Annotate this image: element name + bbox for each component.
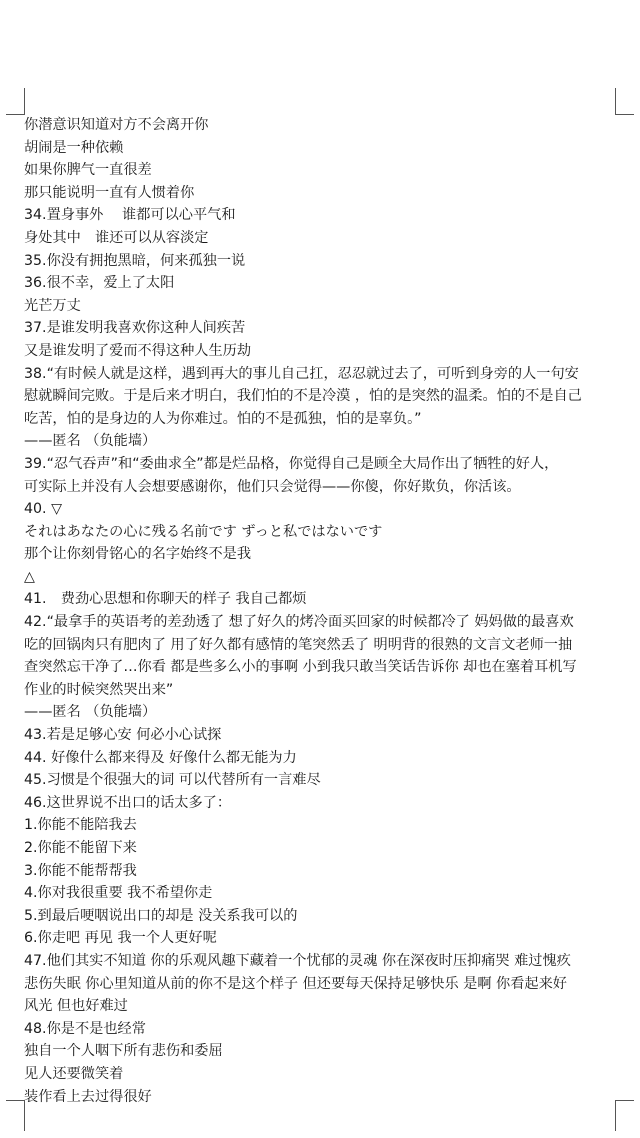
text-line: 5.到最后哽咽说出口的却是 没关系我可以的 bbox=[24, 907, 298, 924]
text-line: 那只能说明一直有人惯着你 bbox=[24, 184, 195, 201]
text-line: 吃苦，怕的是身边的人为你难过。怕的不是孤独，怕的是辜负。” bbox=[24, 410, 422, 427]
text-line: 40. ▽ bbox=[24, 501, 62, 518]
text-line: 独自一个人咽下所有悲伤和委屈 bbox=[24, 1043, 223, 1060]
text-line: 38.“有时候人就是这样，遇到再大的事儿自己扛，忍忍就过去了，可听到身旁的人一句安 bbox=[24, 365, 579, 382]
text-line: 吃的回锅肉只有肥肉了 用了好久都有感情的笔突然丢了 明明背的很熟的文言文老师一抽 bbox=[24, 636, 573, 653]
text-line: △ bbox=[24, 568, 35, 585]
text-line: 如果你脾气一直很差 bbox=[24, 162, 152, 179]
text-line: 39.“忍气吞声”和“委曲求全”都是烂品格，你觉得自己是顾全大局作出了牺牲的好人， bbox=[24, 455, 559, 472]
text-line: 43.若是足够心安 何必小心试探 bbox=[24, 727, 222, 744]
text-line: 46.这世界说不出口的话太多了： bbox=[24, 794, 232, 811]
text-line: 2.你能不能留下来 bbox=[24, 840, 137, 856]
text-line: 光芒万丈 bbox=[24, 297, 81, 314]
page-corner-mark-top-left bbox=[6, 88, 25, 115]
text-line: 4.你对我很重要 我不希望你走 bbox=[24, 885, 213, 902]
text-line: 37.是谁发明我喜欢你这种人间疾苦 bbox=[24, 320, 246, 337]
text-line: 悲伤失眠 你心里知道从前的你不是这个样子 但还要每天保持足够快乐 是啊 你看起来好 bbox=[24, 975, 567, 992]
text-line: 作业的时候突然哭出来” bbox=[24, 681, 174, 698]
text-line: 可实际上并没有人会想要感谢你，他们只会觉得——你傻，你好欺负，你活该。 bbox=[24, 478, 521, 495]
text-line: 6.你走吧 再见 我一个人更好呢 bbox=[24, 930, 217, 947]
text-line: 44. 好像什么都来得及 好像什么都无能为力 bbox=[24, 749, 297, 766]
text-line: 装作看上去过得很好 bbox=[24, 1088, 152, 1105]
text-line: 36.很不幸，爱上了太阳 bbox=[24, 275, 175, 292]
text-line: 你潜意识知道对方不会离开你 bbox=[24, 117, 209, 133]
text-line: 45.习惯是个很强大的词 可以代替所有一言难尽 bbox=[24, 772, 321, 789]
text-line: 3.你能不能帮帮我 bbox=[24, 862, 137, 879]
text-line: ——匿名 （负能墙） bbox=[24, 704, 157, 721]
text-line: 1.你能不能陪我去 bbox=[24, 817, 137, 834]
text-line: 35.你没有拥抱黑暗，何来孤独一说 bbox=[24, 252, 246, 269]
text-line: それはあなたの心に残る名前です ずっと私ではないです bbox=[24, 523, 383, 540]
text-line: ——匿名 （负能墙） bbox=[24, 433, 157, 450]
text-line: 慰就瞬间完败。于是后来才明白，我们怕的不是冷漠 ，怕的是突然的温柔。怕的不是自己 bbox=[24, 388, 582, 405]
text-line: 查突然忘干净了…你看 都是些多么小的事啊 小到我只敢当笑话告诉你 却也在塞着耳机写 bbox=[24, 659, 577, 676]
text-line: 身处其中 谁还可以从容淡定 bbox=[24, 229, 209, 246]
text-line: 风光 但也好难过 bbox=[24, 998, 128, 1015]
text-line: 48.你是不是也经常 bbox=[24, 1020, 146, 1037]
text-line: 又是谁发明了爱而不得这种人生历劫 bbox=[24, 342, 252, 359]
text-line: 见人还要微笑着 bbox=[24, 1065, 124, 1082]
page-corner-mark-top-right bbox=[615, 88, 634, 115]
text-line: 47.他们其实不知道 你的乐观风趣下藏着一个忧郁的灵魂 你在深夜时压抑痛哭 难过愧疚 bbox=[24, 952, 571, 969]
text-line: 34.置身事外 谁都可以心平气和 bbox=[24, 207, 236, 224]
text-line: 那个让你刻骨铭心的名字始终不是我 bbox=[24, 546, 252, 563]
text-line: 胡闹是一种依赖 bbox=[24, 139, 124, 156]
text-line: 42.“最拿手的英语考的差劲透了 想了好久的烤冷面买回家的时候都冷了 妈妈做的最喜欢 bbox=[24, 614, 574, 631]
text-line: 41. 费劲心思想和你聊天的样子 我自己都烦 bbox=[24, 591, 307, 608]
page-corner-mark-bottom-left bbox=[6, 1100, 25, 1131]
document-body bbox=[24, 114, 620, 1108]
